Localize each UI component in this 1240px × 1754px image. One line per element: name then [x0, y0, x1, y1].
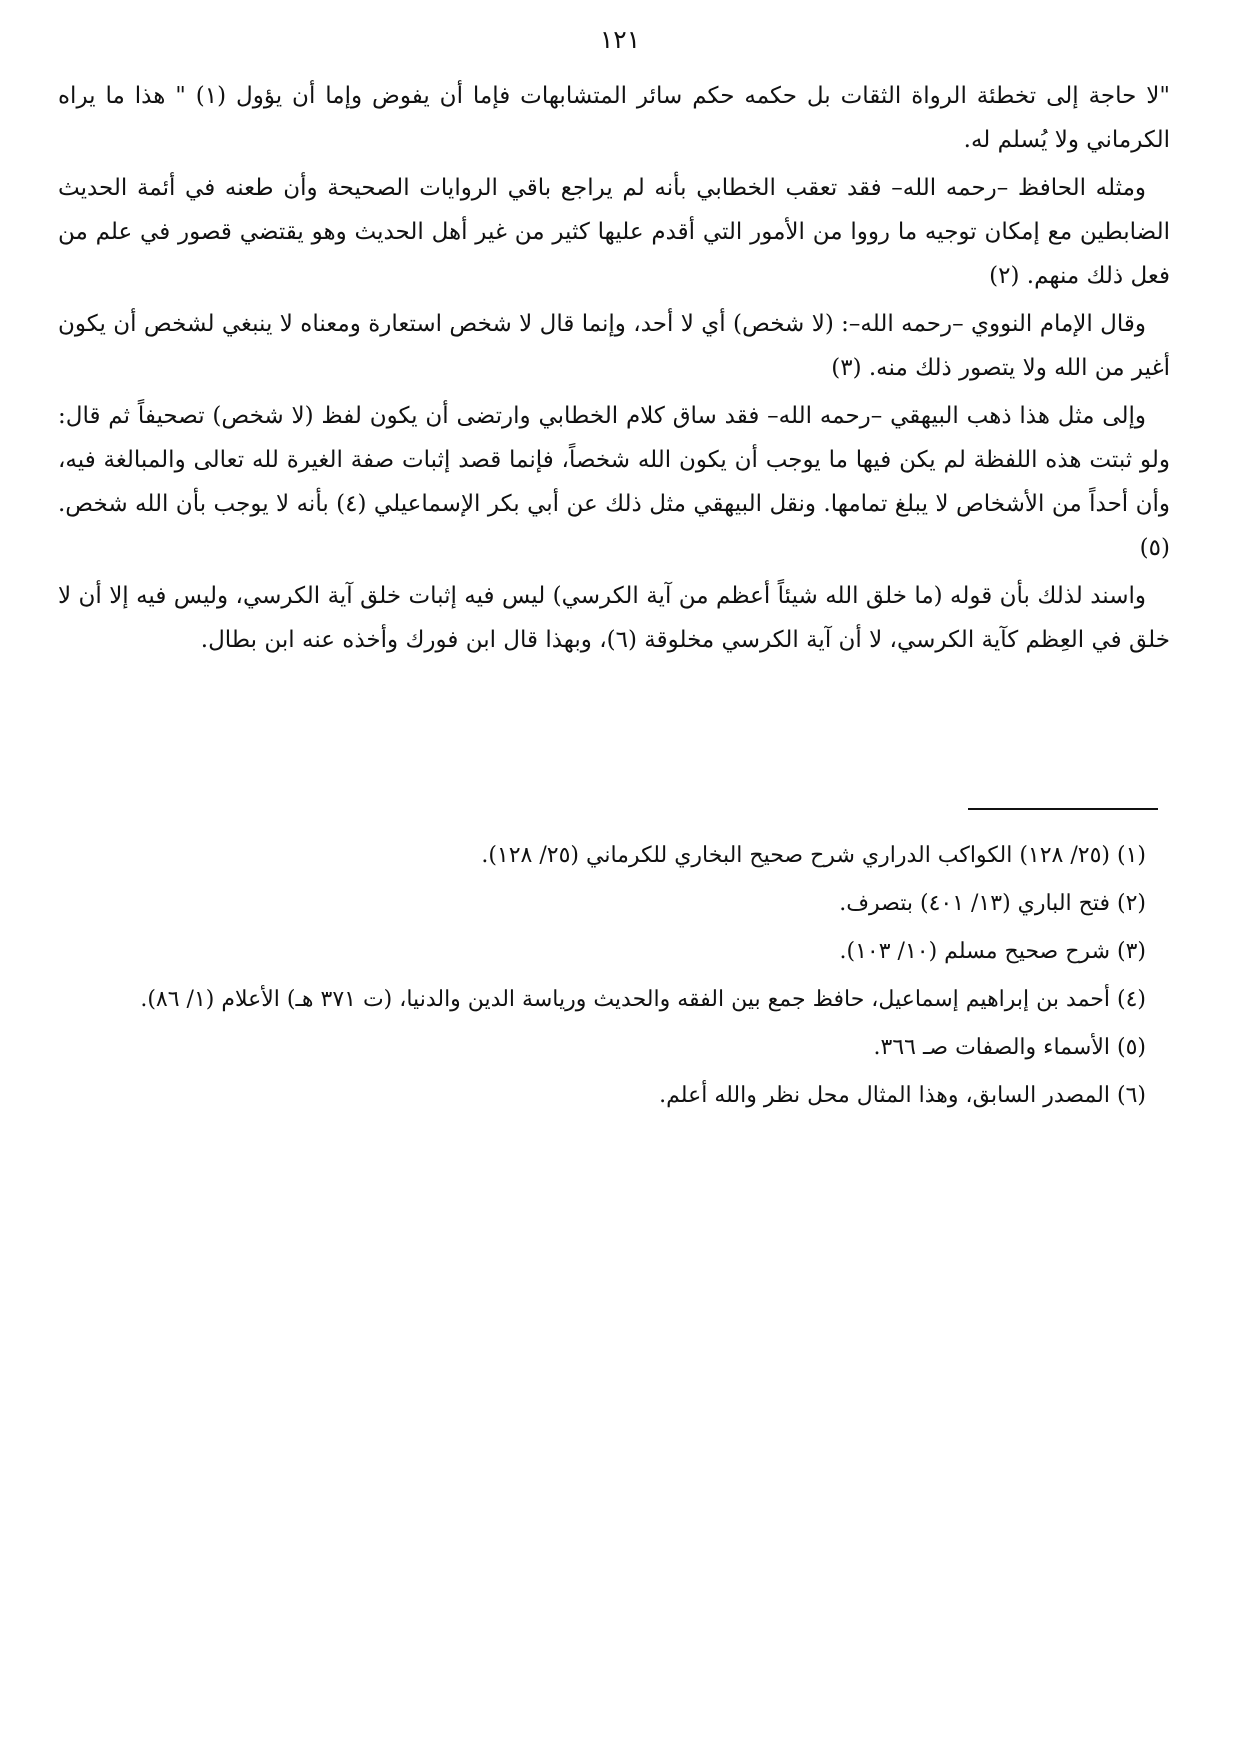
- footnote-separator: [968, 808, 1158, 810]
- page-number: ١٢١: [599, 25, 641, 54]
- footnote: (١) (٢٥/ ١٢٨) الكواكب الدراري شرح صحيح البخاري للكرماني (٢٥/ ١٢٨).: [481, 843, 1146, 868]
- paragraph: وقال الإمام النووي –رحمه الله–: (لا شخص) أي لا أحد، وإنما قال لا شخص استعارة ومعناه لا ينبغي لشخص أن يكون أغير من الله ولا يتصور ذلك منه. (٣): [58, 311, 1170, 381]
- main-text: [58, 74, 1170, 666]
- footnotes: [58, 834, 1170, 1122]
- footnote: (٥) الأسماء والصفات صـ ٣٦٦.: [873, 1035, 1146, 1060]
- paragraph: واسند لذلك بأن قوله (ما خلق الله شيئاً أعظم من آية الكرسي) ليس فيه إثبات خلق آية الكرسي، وليس فيه إلا أن لا خلق في العِظم كآية الكرسي، لا أن آية الكرسي مخلوقة (٦)، وبهذا قال ابن فورك وأخذه عنه ابن بطال.: [58, 583, 1170, 653]
- paragraph: "لا حاجة إلى تخطئة الرواة الثقات بل حكمه حكم سائر المتشابهات فإما أن يفوض وإما أن يؤول (١) " هذا ما يراه الكرماني ولا يُسلم له.: [58, 83, 1170, 153]
- footnote: (٤) أحمد بن إبراهيم إسماعيل، حافظ جمع بين الفقه والحديث ورياسة الدين والدنيا، (ت ٣٧١ هـ) الأعلام (١/ ٨٦).: [140, 987, 1146, 1012]
- footnote: (٦) المصدر السابق، وهذا المثال محل نظر والله أعلم.: [659, 1083, 1146, 1108]
- footnote: (٢) فتح الباري (١٣/ ٤٠١) بتصرف.: [839, 891, 1146, 916]
- paragraph: ومثله الحافظ –رحمه الله– فقد تعقب الخطابي بأنه لم يراجع باقي الروايات الصحيحة وأن طعنه في أئمة الحديث الضابطين مع إمكان توجيه ما رووا من الأمور التي أقدم عليها كثير من غير أهل الحديث وهو يقتضي قصور في علم من فعل ذلك منهم. (٢): [58, 175, 1170, 289]
- paragraph: وإلى مثل هذا ذهب البيهقي –رحمه الله– فقد ساق كلام الخطابي وارتضى أن يكون لفظ (لا شخص) تصحيفاً ثم قال: ولو ثبتت هذه اللفظة لم يكن فيها ما يوجب أن يكون الله شخصاً، فإنما قصد إثبات صفة الغيرة لله تعالى والمبالغة فيه، وأن أحداً من الأشخاص لا يبلغ تمامها. ونقل البيهقي مثل ذلك عن أبي بكر الإسماعيلي (٤) بأنه لا يوجب بأن الله شخص. (٥): [58, 403, 1170, 561]
- footnote: (٣) شرح صحيح مسلم (١٠/ ١٠٣).: [839, 939, 1146, 964]
